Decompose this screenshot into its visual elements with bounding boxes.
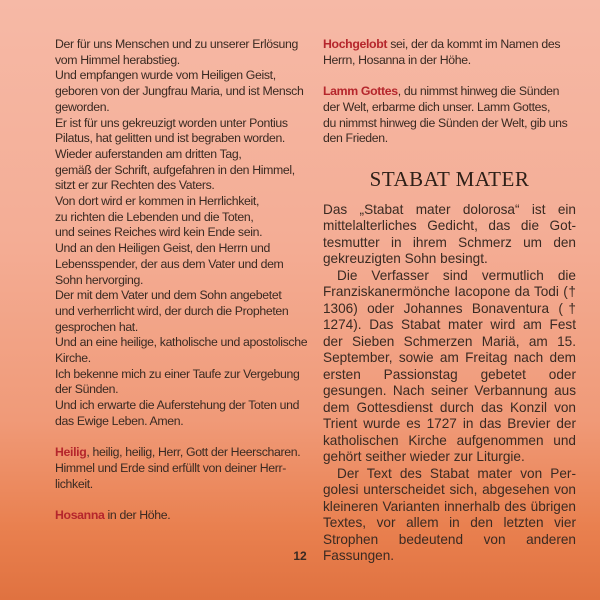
left-column [55,37,317,524]
section-heading: STABAT MATER [369,166,530,191]
sanctus-rest: , heilig, heilig, Herr, Gott der Heerscharen. Himmel und Erde sind erfüllt von deiner Herr- lichkeit. [55,445,301,491]
benedictus-rest: sei, der da kommt im Namen des Herrn, Hosanna in der Höhe. [323,37,561,67]
hosanna-rest: in der Höhe. [104,508,171,523]
hosanna-text [55,508,317,524]
credo-text: Der für uns Menschen und zu unserer Erlösung vom Himmel herabstieg. Und empfangen wurde vom Heiligen Geist, geboren von der Jungfrau Maria, und ist Mensch geworden. Er ist für uns gekreuzigt worden unter Pontius Pilatus, hat gelitten und ist begraben worden. Wieder auferstanden am dritten Tag, gemäß der Schrift, aufgefahren in den Himmel, sitzt er zur Rechten des Vaters. Von dort wird er kommen in Herrlichkeit, zu richten die Lebenden und die Toten, und seines Reiches wird kein Ende sein. Und an den Heiligen Geist, den Herrn und Lebensspender, der aus dem Vater und dem Sohn hervorging. Der mit dem Vater und dem Sohn angebetet und verherrlicht wird, der durch die Propheten gesprochen hat. Und an eine heilige, katholische und apostolische Kirche. Ich bekenne mich zu einer Taufe zur Vergebung der Sünden. Und ich erwarte die Auferstehung der Toten und das Ewige Leben. Amen. [55,37,308,428]
body-paragraph: Die Verfasser sind vermutlich die Franziskanermönche Iacopone da Todi († 1306) oder Johannes Bonaventura († 1274). Das Stabat mater wird am Fest der Sieben Schmerzen Mariä, am 15. September, sowie am Freitag nach dem ersten Passionstag gebetet oder gesungen. Nach seiner Verbannung aus dem Gottesdienst durch das Konzil von Trient wurde es 1727 in das Brevier der katholischen Kirche aufgenommen und gehört seither wieder zur Liturgie. [323,267,576,465]
sanctus-text [55,445,317,492]
stabat-mater-body [323,202,576,565]
agnus-lead: Lamm Gottes [323,84,398,99]
right-column [323,37,576,565]
sanctus-lead: Heilig [55,445,87,460]
body-paragraph: Das „Stabat mater dolorosa“ ist ein mittelalterliches Gedicht, das die Got-tesmutter in ihrem Schmerz um den gekreuzigten Sohn besingt. [323,201,576,267]
body-paragraph: Der Text des Stabat mater von Per-golesi unterscheidet sich, abgesehen von kleineren Varianten innerhalb des übrigen Textes, vor allem in den letzten vier Strophen bedeutend von anderen Fassungen. [323,465,576,564]
page-number: 12 [293,549,307,563]
agnus-rest: , du nimmst hinweg die Sünden der Welt, erbarme dich unser. Lamm Gottes, du nimmst hinweg die Sünden der Welt, gib uns den Frieden. [323,84,568,146]
benedictus-text [323,37,576,68]
agnus-dei-text [323,84,576,147]
benedictus-lead: Hochgelobt [323,37,388,51]
hosanna-lead: Hosanna [55,508,105,523]
